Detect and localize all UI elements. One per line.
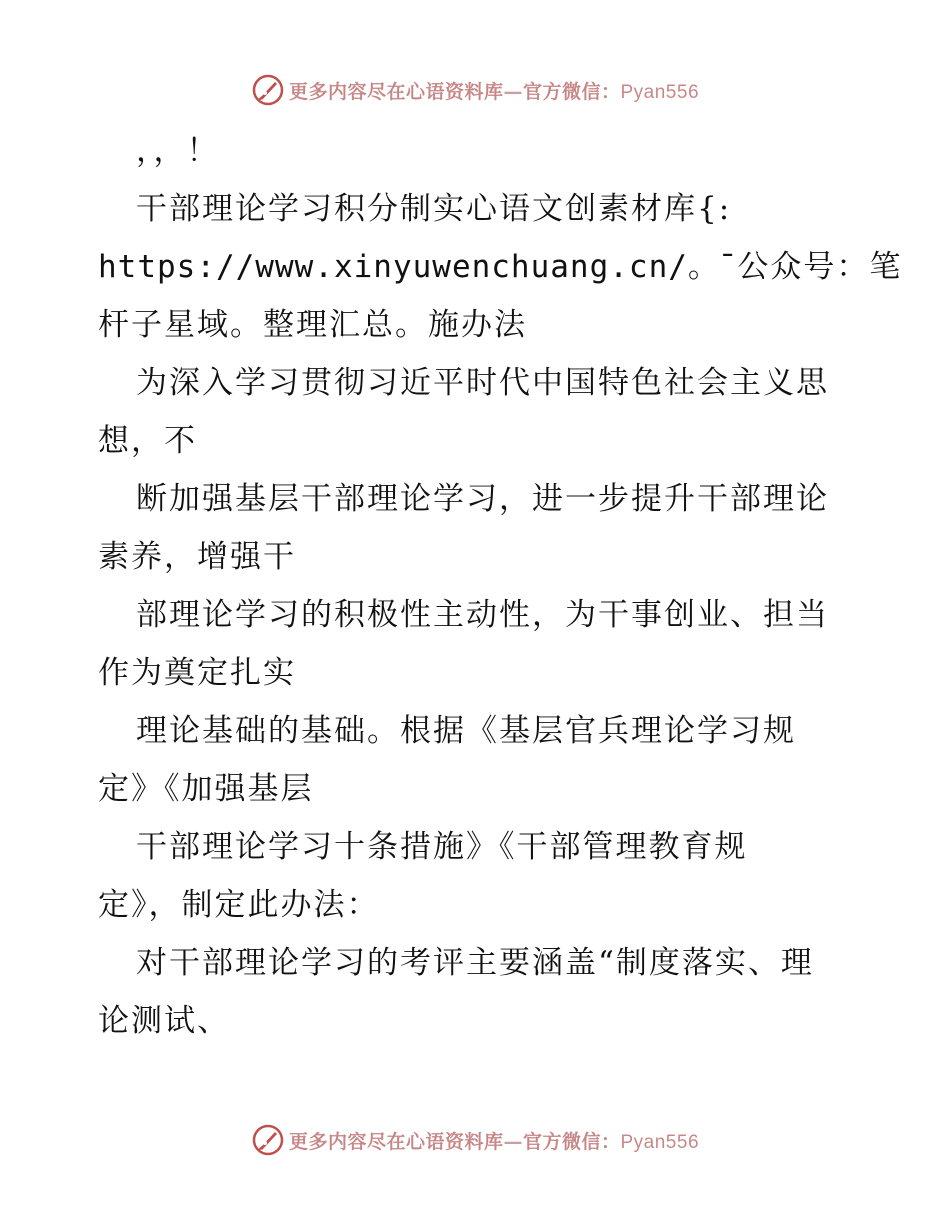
text-line: 论测试、 [98,1003,230,1039]
url-text: https://www.xinyuwenchuang.cn/。 [98,249,720,285]
quill-logo-icon [251,1123,285,1157]
text-line: 作为奠定扎实 [98,655,296,691]
text-line: 定》《加强基层 [98,771,314,807]
text-line: 杆子星域。整理汇总。施办法 [98,307,527,343]
text-line: 对干部理论学习的考评主要涵盖“制度落实、理 [136,945,814,981]
text-line: 断加强基层干部理论学习，进一步提升干部理论 [136,481,829,517]
header-watermark-text: 更多内容尽在心语资料库—官方微信：Pyan556 [288,80,700,103]
document-body [98,122,903,1050]
text-line: 理论基础的基础。根据《基层官兵理论学习规 [136,713,796,749]
text-line: 想，不 [98,423,197,459]
text-line: 部理论学习的积极性主动性，为干事创业、担当 [136,597,829,633]
text-line: 干部理论学习积分制实心语文创素材库{: [136,191,732,227]
header-watermark [0,70,950,110]
text-line-url [98,238,903,296]
quill-logo-icon [251,73,285,107]
footer-watermark-text: 更多内容尽在心语资料库—官方微信：Pyan556 [288,1130,700,1153]
text-line: ，，！ [136,133,220,169]
text-line: 素养，增强干 [98,539,296,575]
footer-watermark [0,1120,950,1160]
text-line: 定》，制定此办法： [98,887,380,923]
wechat-account-text: ¯公众号：笔 [719,249,903,285]
text-line: 为深入学习贯彻习近平时代中国特色社会主义思 [136,365,829,401]
text-line: 干部理论学习十条措施》《干部管理教育规 [136,829,748,865]
